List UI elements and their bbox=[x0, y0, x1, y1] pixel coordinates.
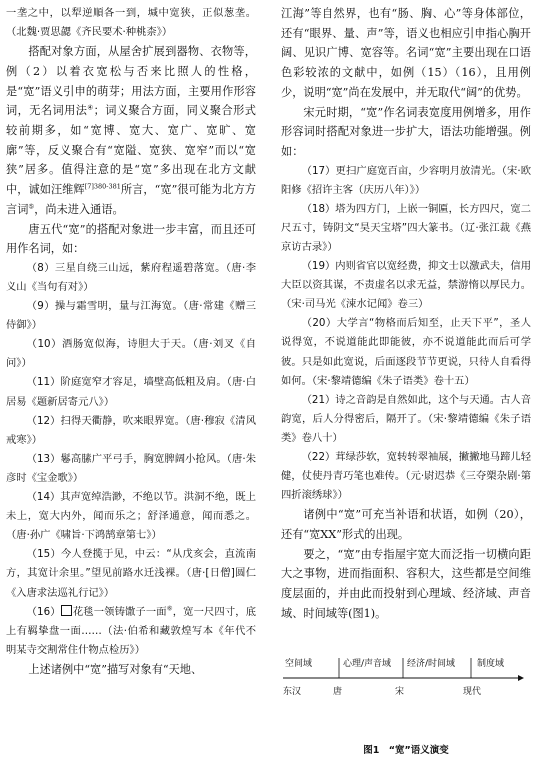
domain-label-spatial: 空间域 bbox=[285, 659, 313, 669]
example-sentence: （13）鬈高膆广平弓手，胸宽脾阔小抢风。（唐·朱彦时《宝金歌》） bbox=[6, 452, 256, 484]
semantic-evolution-figure bbox=[281, 648, 531, 760]
example-sentence: （15）今人登揽于见，中云：“从戊亥会，直流南方，其宽计余里。”望见前路水迁浅裸。（唐·[日僧]圆仁《入唐求法巡礼行记》） bbox=[6, 548, 256, 599]
example-sentence: （12）扫得天衢静，吹来眼界宽。（唐·穆寂《清风戒寒》） bbox=[6, 414, 256, 446]
text-run: 花毯一领铸馓子一面 bbox=[72, 605, 167, 618]
domain-label-institution: 制度域 bbox=[477, 659, 505, 669]
example-sentence: （10）酒肠宽似海，诗胆大于天。（唐·刘叉《自问》） bbox=[6, 338, 256, 370]
text-run: 所言，“宽”很可能为北方方言词 bbox=[6, 183, 256, 216]
text-run: （16） bbox=[26, 605, 61, 618]
period-label-tang: 唐 bbox=[333, 687, 343, 697]
body-paragraph: 要之，“宽”由专指屋宇宽大而泛指一切横向距大之事物，进而指面积、容积大，这些都是空间维度层面的，并由此而投射到心理域、经济域、声音域、时间域等(图1)。 bbox=[281, 547, 531, 620]
footnote-marker: ⑥ bbox=[166, 604, 173, 613]
domain-label-psych-sound: 心理/声音域 bbox=[343, 659, 392, 669]
figure-caption: 图1 “宽”语义演变 bbox=[363, 745, 449, 756]
period-label-donghan: 东汉 bbox=[283, 687, 302, 697]
body-paragraph: 上述诸例中“宽”描写对象有“天地、 bbox=[28, 662, 203, 676]
period-label-modern: 现代 bbox=[463, 687, 482, 697]
example-sentence: （22）茸绿莎软，宽转转翠袖展，撇撇地马蹄儿轻健，仗使丹青巧笔也难传。（元·尉迟恭《三夺槊杂剧·第四折滚绣球》） bbox=[281, 451, 531, 502]
example-sentence: （19）内则省官以宽经费，抑文士以激武夫，信用大臣以资其谋，不责虚名以求无益，禁游惰以厚民力。（宋·司马光《涑水记闻》卷三） bbox=[281, 260, 531, 311]
example-sentence: （9）操与霜雪明，量与江海宽。（唐·常建《赠三侍御》） bbox=[6, 300, 256, 332]
left-column bbox=[6, 4, 256, 680]
example-sentence: （11）阶庭宽窄才容足，墙壁高低粗及肩。（唐·白居易《题新居寄元八》） bbox=[6, 376, 256, 408]
footnote-marker: [7]380-381 bbox=[84, 182, 121, 191]
body-paragraph: 诸例中“宽”可充当补语和状语，如例（20），还有“宽XX”形式的出现。 bbox=[281, 508, 531, 542]
footnote-marker: ⑤ bbox=[28, 202, 35, 211]
example-sentence bbox=[6, 603, 256, 660]
missing-glyph-box bbox=[61, 605, 72, 616]
example-sentence: 一垄之中，以犁逆順各一到，堿中宽狭，正似葱垄。（北魏·贾思勰《齐民要术·种桃柰》） bbox=[6, 7, 256, 39]
evolution-diagram bbox=[281, 648, 531, 728]
example-sentence: （18）塔为四方门，上嵌一铜匾，长方四尺，宽二尺五寸，铸阴文“昊天宝塔”四大篆书。（辽·张江裁《燕京访古录》） bbox=[281, 202, 531, 253]
example-sentence: （17）更扫广庭宽百亩，少容明月放清光。（宋·欧阳修《招许主客（庆历八年）》） bbox=[281, 164, 531, 196]
text-run: ；词义聚合方面，同义聚合形式较前期多，如“宽博、宽大、宽广、宽旷、宽廓”等，反义聚合有“宽隘、宽狭、宽窄”而以“宽狭”居多。值得注意的是“宽”多出现在北方文献中，诚如汪维辉 bbox=[6, 104, 256, 197]
right-column bbox=[281, 4, 531, 624]
domain-label-econ-time: 经济/时间域 bbox=[407, 659, 456, 669]
footnote-marker: ④ bbox=[87, 103, 94, 112]
body-paragraph: 江海”等自然界，也有“肠、胸、心”等身体部位，还有“眼界、量、声”等，语义也相应引申指心胸开阔、见识广博、宽容等。名词“宽”主要出现在口语色彩较浓的文献中，如例（15）（16），且用例少，说明“宽”尚在发展中，并无取代“阔”的优势。 bbox=[281, 7, 531, 99]
body-paragraph: 宋元时期，“宽”作名词表宽度用例增多，用作形容词时搭配对象进一步扩大，语法功能增强。例如： bbox=[281, 105, 531, 158]
period-label-song: 宋 bbox=[395, 687, 405, 697]
text-run: ，宽一尺四寸，底上有羁挚盘一面……（法·伯希和藏敦煌写本《年代不明某寺交割常住什物点检历》） bbox=[6, 605, 257, 656]
body-paragraph: 唐五代“宽”的搭配对象进一步丰富，而且还可用作名词，如： bbox=[6, 222, 256, 256]
text-run: 搭配对象方面，从屋舍扩展到器物、衣物等，例（2）以着衣宽松与否来比照人的性格，是“宽”语义引申的萌芽；用法方面，主要用作形容词，无名词用法 bbox=[6, 45, 256, 118]
example-sentence: （8）三星自绕三山远，紫府程遥碧落宽。（唐·李义山《当句有对》） bbox=[6, 261, 256, 294]
example-sentence: （21）诗之音韵是自然如此，这个与天通。古人音韵宽，后人分得密后，隔开了。（宋·黎靖德编《朱子语类》卷八十） bbox=[281, 393, 531, 444]
text-run: ，尚未进入通语。 bbox=[34, 202, 124, 216]
body-paragraph bbox=[6, 42, 256, 219]
example-sentence: （14）其声宽绰浩渺，不绝以节。洪洞不绝，既上未上，宽大内外，闻而乐之；舒泽通意，闻而悉之。（唐·孙广《啸旨·下鸿鹄章第七》） bbox=[6, 491, 256, 542]
example-sentence: （20）大学言“物格而后知至，止天下平”，圣人说得宽，不说道能此即能彼，亦不说道能此而后可学彼。只是如此宽说，后面逐段节节更说，只待人自看得如何。（宋·黎靖德编《朱子语类》卷十五） bbox=[281, 317, 531, 387]
